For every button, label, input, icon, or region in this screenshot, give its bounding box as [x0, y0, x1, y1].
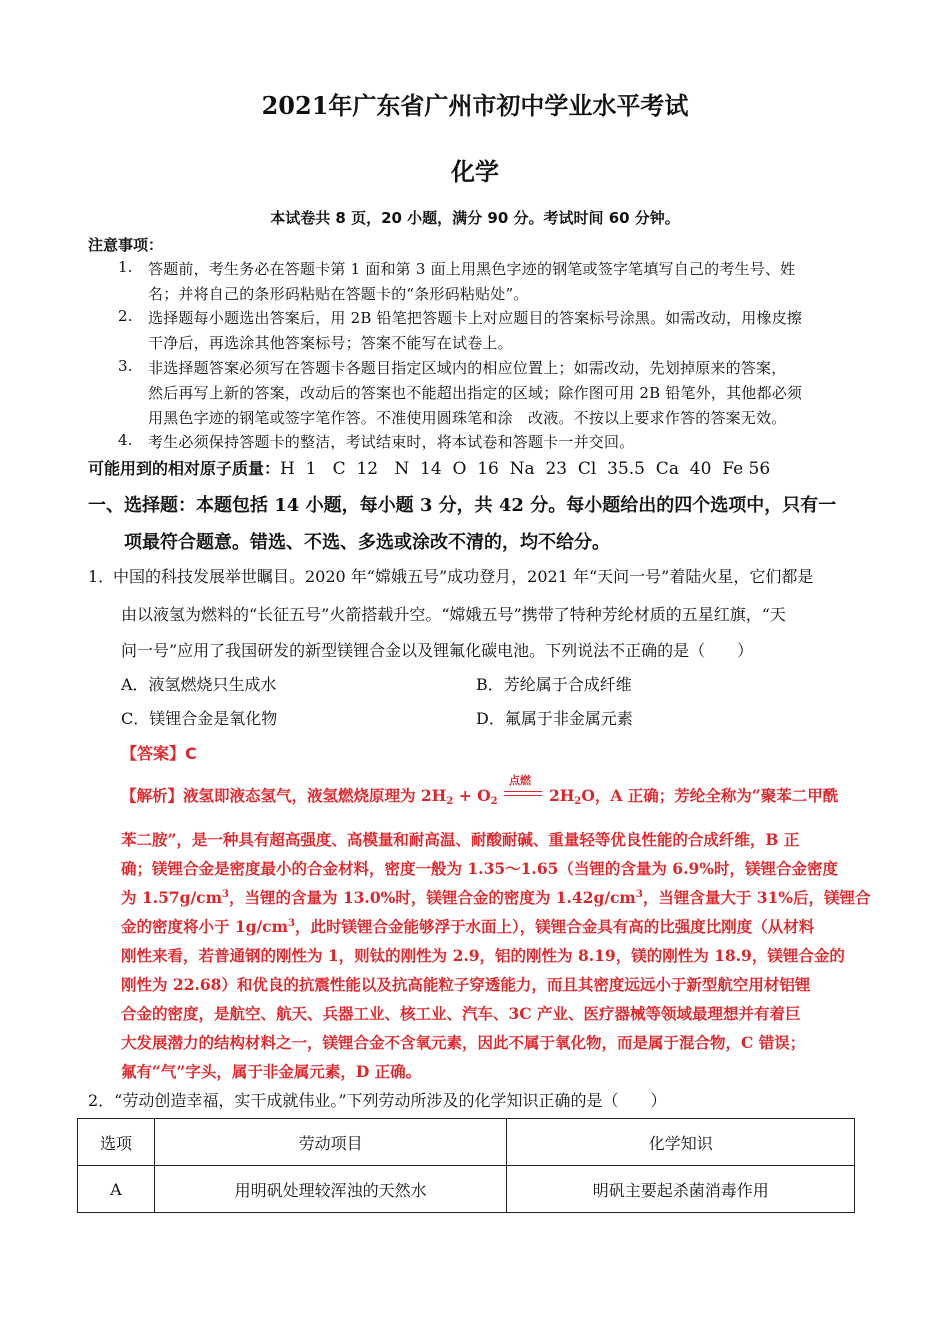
notice-item-2-num: 2. [118, 307, 133, 325]
analysis-l1-sub2: 2 [490, 796, 498, 807]
analysis-l1-a: 【解析】液氢即液态氢气，液氢燃烧原理为 2H [121, 786, 447, 805]
q1-option-c: C．镁锂合金是氧化物 [121, 709, 278, 728]
analysis-l4-c: ，当锂含量大于 31%后，镁锂合 [642, 888, 871, 907]
notice-heading: 注意事项： [88, 236, 164, 254]
notice-item-4-line1: 考生必须保持答题卡的整洁，考试结束时，将本试卷和答题卡一并交回。 [148, 433, 635, 451]
notice-item-2-line2: 干净后，再选涂其他答案标号；答案不能写在试卷上。 [148, 334, 513, 352]
section1-line1: 一、选择题：本题包括 14 小题，每小题 3 分，共 42 分。每小题给出的四个选项中，只有一 [88, 495, 837, 516]
notice-item-2-line1: 选择题每小题选出答案后，用 2B 铅笔把答题卡上对应题目的答案标号涂黑。如需改动，用橡皮擦 [148, 309, 803, 327]
reaction-equals-line-bottom [504, 795, 542, 796]
q1-analysis-line1 [121, 784, 838, 807]
q1-option-d: D．氟属于非金属元素 [476, 709, 633, 728]
q1-stem-line1: 中国的科技发展举世瞩目。2020 年“嫦娥五号”成功登月，2021 年“天问一号”着陆火星，它们都是 [113, 567, 814, 586]
analysis-l4-sup: 3 [222, 889, 229, 900]
q1-num: 1． [88, 567, 115, 586]
notice-item-1-line2: 名；并将自己的条形码粘贴在答题卡的“条形码粘贴处”。 [148, 285, 529, 303]
q1-analysis-line10: 氟有“气”字头，属于非金属元素，D 正确。 [121, 1062, 422, 1081]
atomic-mass-line [88, 456, 770, 479]
analysis-l4-b: ，当锂的含量为 13.0%时，镁锂合金的密度为 1.42g/cm [228, 888, 636, 907]
atomic-mass-label: 可能用到的相对原子质量： [88, 459, 281, 478]
q1-answer: 【答案】C [121, 744, 197, 763]
analysis-l5-sup: 3 [288, 918, 295, 929]
analysis-l5-b: ，此时镁锂合金能够浮于水面上），镁锂合金具有高的比强度比刚度（从材料 [295, 917, 815, 936]
q1-stem-line2: 由以液氢为燃料的“长征五号”火箭搭载升空。“嫦娥五号”携带了特种芳纶材质的五星红旗，“天 [121, 605, 786, 624]
table-header-row [78, 1119, 855, 1166]
exam-title: 2021年广东省广州市初中学业水平考试 [261, 91, 689, 120]
q1-analysis-line9: 大发展潜力的结构材料之一，镁锂合金不含氧元素，因此不属于氧化物，而是属于混合物，C 错误； [121, 1033, 806, 1052]
atomic-mass-values: H 1 C 12 N 14 O 16 Na 23 Cl 35.5 Ca 40 Fe 56 [280, 459, 771, 479]
q1-option-b: B．芳纶属于合成纤维 [476, 675, 632, 694]
exam-info: 本试卷共 8 页，20 小题，满分 90 分。考试时间 60 分钟。 [270, 209, 680, 227]
section1-line2: 项最符合题意。错选、不选、多选或涂改不清的，均不给分。 [124, 532, 610, 553]
table-header-cell: 劳动项目 [154, 1119, 507, 1166]
q1-analysis-line7: 刚性为 22.68）和优良的抗震性能以及抗高能粒子穿透能力，而且其密度远远小于新型航空用材铝锂 [121, 975, 811, 994]
notice-item-3-line1: 非选择题答案必须写在答题卡各题目指定区域内的相应位置上；如需改动，先划掉原来的答案， [148, 359, 787, 377]
notice-item-3-line2: 然后再写上新的答案，改动后的答案也不能超出指定的区域；除作图可用 2B 铅笔外，其他都必须 [148, 384, 803, 402]
notice-item-1-num: 1. [118, 258, 133, 276]
analysis-l1-sub3: 2 [574, 796, 582, 807]
analysis-l1-c: 2H [543, 786, 575, 805]
table-row [78, 1166, 855, 1213]
q1-analysis-line5 [121, 915, 814, 937]
q1-option-a: A．液氢燃烧只生成水 [121, 675, 277, 694]
analysis-l1-d: O，A 正确；芳纶全称为“聚苯二甲酰 [581, 786, 839, 805]
reaction-equals-line-top [504, 791, 542, 792]
notice-item-4-num: 4. [118, 431, 133, 449]
q2-stem: 2．“劳动创造幸福，实干成就伟业。”下列劳动所涉及的化学知识正确的是（ ） [88, 1091, 667, 1110]
q1-analysis-line6: 刚性来看，若普通钢的刚性为 1，则钛的刚性为 2.9，铝的刚性为 8.19，镁的刚性为 18.9，镁锂合金的 [121, 946, 845, 965]
notice-item-3-line3: 用黑色字迹的钢笔或签字笔作答。不准使用圆珠笔和涂 改液。不按以上要求作答的答案无效。 [148, 409, 787, 427]
table-cell: 用明矾处理较浑浊的天然水 [154, 1166, 507, 1213]
q1-analysis-line2: 苯二胺”，是一种具有超高强度、高模量和耐高温、耐酸耐碱、重量轻等优良性能的合成纤维，B 正 [121, 830, 800, 849]
q1-analysis-line8: 合金的密度，是航空、航天、兵器工业、核工业、汽车、3C 产业、医疗器械等领域最理想并有着巨 [121, 1004, 801, 1023]
table-cell: 明矾主要起杀菌消毒作用 [507, 1166, 855, 1213]
notice-item-1-line1: 答题前，考生务必在答题卡第 1 面和第 3 面上用黑色字迹的钢笔或签字笔填写自己的考生号、姓 [148, 260, 796, 278]
analysis-l4-sup2: 3 [635, 889, 643, 900]
table-cell: A [78, 1166, 155, 1213]
reaction-condition-label: 点燃 [509, 774, 531, 787]
analysis-l4-a: 为 1.57g/cm [121, 888, 222, 907]
table-header-cell: 化学知识 [507, 1119, 855, 1166]
subject-title: 化学 [451, 157, 499, 186]
q1-stem-line3: 问一号”应用了我国研发的新型镁锂合金以及锂氟化碳电池。下列说法不正确的是（ ） [121, 641, 754, 660]
analysis-l1-b: + O [453, 786, 491, 805]
notice-item-3-num: 3. [118, 357, 133, 375]
q1-analysis-line4 [121, 886, 871, 908]
analysis-l1-sub1: 2 [446, 796, 454, 807]
analysis-l5-a: 金的密度将小于 1g/cm [121, 917, 289, 936]
q1-analysis-line3: 确；镁锂合金是密度最小的合金材料，密度一般为 1.35～1.65（当锂的含量为 6.9%时，镁锂合金密度 [121, 859, 838, 878]
q2-options-table [77, 1118, 855, 1213]
table-header-cell: 选项 [78, 1119, 155, 1166]
